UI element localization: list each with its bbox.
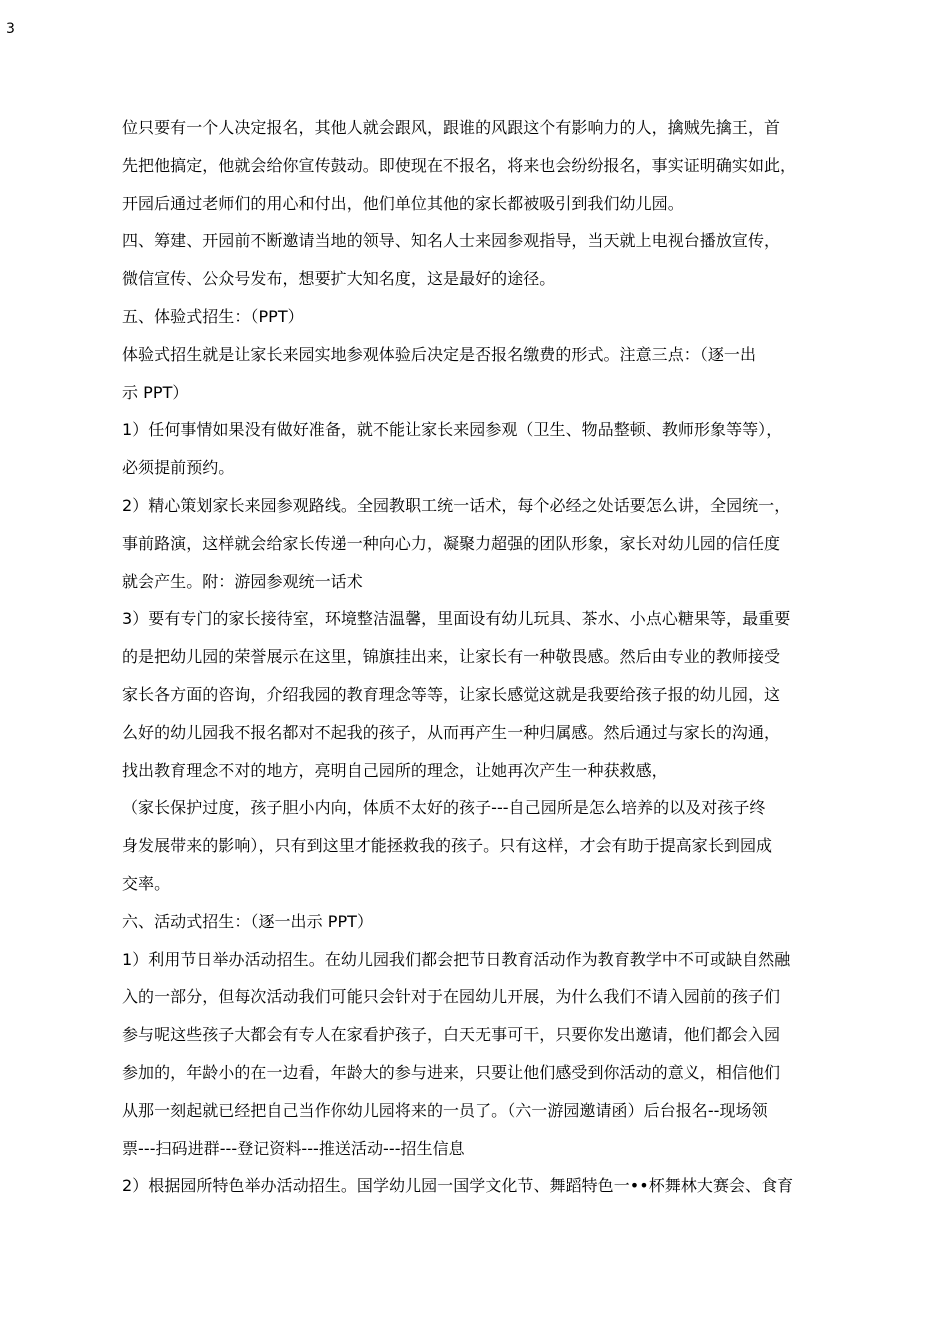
text-line: 事前路演，这样就会给家长传递一种向心力，凝聚力超强的团队形象，家长对幼儿园的信任度 <box>122 533 781 553</box>
list-item-line: 2）根据园所特色举办活动招生。国学幼儿园一国学文化节、舞蹈特色一••杯舞林大赛会、食育 <box>122 1176 794 1196</box>
text-line: 微信宣传、公众号发布，想要扩大知名度，这是最好的途径。 <box>122 269 556 289</box>
section-heading-line: 四、筹建、开园前不断邀请当地的领导、知名人士来园参观指导，当天就上电视台播放宣传， <box>122 231 781 251</box>
text-line: 示 PPT） <box>122 382 189 402</box>
text-line: 先把他搞定，他就会给你宣传鼓动。即使现在不报名，将来也会纷纷报名，事实证明确实如此， <box>122 155 797 175</box>
text-line: 位只要有一个人决定报名，其他人就会跟风，跟谁的风跟这个有影响力的人，擒贼先擒王，首 <box>122 118 781 137</box>
text-line: 开园后通过老师们的用心和付出，他们单位其他的家长都被吸引到我们幼儿园。 <box>122 193 684 213</box>
text-line: 参加的，年龄小的在一边看，年龄大的参与进来，只要让他们感受到你活动的意义，相信他们 <box>122 1062 781 1082</box>
text-line: 参与呢这些孩子大都会有专人在家看护孩子，白天无事可干，只要你发出邀请，他们都会入园 <box>122 1025 781 1045</box>
text-line: 体验式招生就是让家长来园实地参观体验后决定是否报名缴费的形式。注意三点：（逐一出 <box>122 344 757 364</box>
text-line: 从那一刻起就已经把自己当作你幼儿园将来的一员了。（六一游园邀请函）后台报名--现场领 <box>122 1100 768 1120</box>
section-heading: 六、活动式招生：（逐一出示 PPT） <box>122 911 374 931</box>
list-item-line: 3）要有专门的家长接待室，环境整洁温馨，里面设有幼儿玩具、茶水、小点心糖果等，最重要 <box>122 609 791 629</box>
section-heading: 五、体验式招生：（PPT） <box>122 306 304 326</box>
text-line: （家长保护过度，孩子胆小内向，体质不太好的孩子---自己园所是怎么培养的以及对孩子终 <box>122 798 766 818</box>
text-line: 么好的幼儿园我不报名都对不起我的孩子，从而再产生一种归属感。然后通过与家长的沟通， <box>122 722 781 742</box>
text-line: 的是把幼儿园的荣誉展示在这里，锦旗挂出来，让家长有一种敬畏感。然后由专业的教师接受 <box>122 647 781 667</box>
page-number: 3 <box>6 21 15 37</box>
list-item-line: 1）任何事情如果没有做好准备，就不能让家长来园参观（卫生、物品整顿、教师形象等等）， <box>122 420 783 440</box>
text-line: 交率。 <box>122 873 171 893</box>
text-line: 必须提前预约。 <box>122 458 235 478</box>
list-item-line: 2）精心策划家长来园参观路线。全园教职工统一话术，每个必经之处话要怎么讲，全园统一， <box>122 495 791 515</box>
text-line: 就会产生。附：游园参观统一话术 <box>122 571 363 591</box>
text-line: 家长各方面的咨询，介绍我园的教育理念等等，让家长感觉这就是我要给孩子报的幼儿园，这 <box>122 684 781 704</box>
text-line: 找出教育理念不对的地方，亮明自己园所的理念，让她再次产生一种获救感， <box>122 760 668 780</box>
document-body <box>122 109 842 1205</box>
text-line: 身发展带来的影响），只有到这里才能拯救我的孩子。只有这样，才会有助于提高家长到园成 <box>122 836 773 856</box>
list-item-line: 1）利用节日举办活动招生。在幼儿园我们都会把节日教育活动作为教育教学中不可或缺自然融 <box>122 949 791 969</box>
text-line: 入的一部分，但每次活动我们可能只会针对于在园幼儿开展，为什么我们不请入园前的孩子们 <box>122 987 781 1007</box>
text-line: 票---扫码进群---登记资料---推送活动---招生信息 <box>122 1138 465 1158</box>
